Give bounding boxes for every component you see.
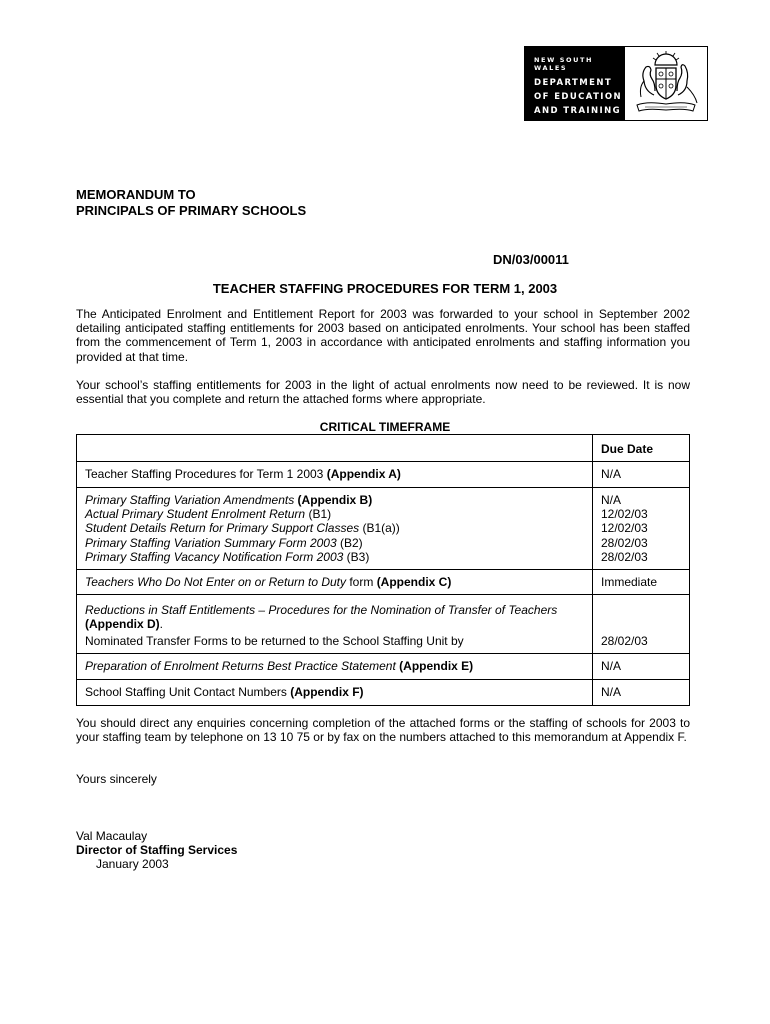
row5-title: Preparation of Enrolment Returns Best Practice Statement — [85, 659, 396, 674]
table-row — [77, 488, 690, 570]
row2-line2-title: Actual Primary Student Enrolment Return — [85, 507, 306, 522]
row4-instruction: Nominated Transfer Forms to be returned to the School Staffing Unit by — [85, 633, 464, 648]
paragraph-intro: The Anticipated Enrolment and Entitlement Report for 2003 was forwarded to your school in September 2002 detailing anticipated staffing entitlements for 2003 based on anticipated enrolments. Your school has been staffed from the commencement of Term 1, 2003 in accordance with anticipated enrolments and staffing information you provided at that time. — [76, 307, 690, 364]
row5-appendix: (Appendix E) — [395, 659, 474, 674]
row3-text: form — [346, 575, 377, 590]
row1-description — [77, 462, 593, 488]
row6-appendix: (Appendix F) — [290, 685, 364, 700]
logo-line-2: DEPARTMENT — [534, 78, 613, 88]
row2-date-1: N/A — [601, 493, 622, 507]
row3-description — [77, 570, 593, 595]
row2-line2-code: (B1) — [305, 507, 332, 522]
row4-appendix: (Appendix D) — [85, 617, 160, 632]
table-row — [77, 595, 690, 654]
row3-appendix: (Appendix C) — [376, 575, 452, 590]
row2-date-5: 28/02/03 — [601, 549, 648, 564]
memo-addressee — [76, 187, 306, 219]
row6-description — [77, 679, 593, 705]
row2-line1-title: Primary Staffing Variation Amendments — [85, 493, 298, 507]
paragraph-enquiries: You should direct any enquiries concerning completion of the attached forms or the staffing of schools for 2003 to your staffing team by telephone on 13 10 75 or by fax on the numbers attached to this memorandum at Appendix F. — [76, 716, 690, 745]
logo-line-4: AND TRAINING — [534, 106, 621, 116]
row2-date-2: 12/02/03 — [601, 507, 648, 522]
row2-date-3: 12/02/03 — [601, 521, 648, 536]
row2-line4-title: Primary Staffing Variation Summary Form 2003 — [85, 535, 337, 550]
memo-subject: TEACHER STAFFING PROCEDURES FOR TERM 1, 2003 — [212, 281, 558, 296]
table-title: CRITICAL TIMEFRAME — [319, 420, 451, 434]
row2-line1-appendix: (Appendix B) — [297, 493, 373, 507]
row2-date-4: 28/02/03 — [601, 535, 648, 550]
row2-description — [77, 488, 593, 570]
row4-date: 28/02/03 — [593, 595, 690, 654]
logo-line-1: NEW SOUTH WALES — [534, 56, 594, 72]
row2-line5-title: Primary Staffing Vacancy Notification Form 2003 — [85, 549, 344, 564]
table-header-row — [77, 435, 690, 462]
row1-text: Teacher Staffing Procedures for Term 1 2003 — [85, 467, 327, 482]
row5-date: N/A — [593, 653, 690, 679]
signatory-title: Director of Staffing Services — [76, 843, 238, 858]
table-row — [77, 462, 690, 488]
paragraph-review: Your school’s staffing entitlements for 2003 in the light of actual enrolments now need to be reviewed. It is now essential that you complete and return the attached forms where appropriate. — [76, 378, 690, 407]
table-header-blank — [77, 435, 593, 462]
logo-wordmark — [525, 47, 625, 120]
row4-description — [77, 595, 593, 654]
row1-date: N/A — [593, 462, 690, 488]
row1-appendix: (Appendix A) — [326, 467, 401, 482]
salutation: Yours sincerely — [76, 772, 157, 786]
critical-timeframe-table — [76, 434, 690, 706]
due-date-header: Due Date — [593, 435, 690, 462]
row6-date: N/A — [593, 679, 690, 705]
signatory-name: Val Macaulay — [76, 829, 148, 843]
row2-dates — [593, 488, 690, 570]
logo-line-3: OF EDUCATION — [534, 92, 623, 102]
signature-block — [76, 829, 237, 872]
memo-reference-number: DN/03/00011 — [493, 252, 569, 267]
coat-of-arms-icon — [625, 47, 707, 120]
table-row — [77, 570, 690, 595]
memo-heading-line-2: PRINCIPALS OF PRIMARY SCHOOLS — [76, 203, 307, 218]
row2-line3-title: Student Details Return for Primary Support Classes — [85, 521, 360, 536]
row3-title: Teachers Who Do Not Enter on or Return to Duty — [85, 575, 347, 590]
row6-text: School Staffing Unit Contact Numbers — [85, 685, 291, 700]
row5-description — [77, 653, 593, 679]
row2-line5-code: (B3) — [343, 549, 370, 564]
table-row — [77, 679, 690, 705]
row2-line4-code: (B2) — [336, 535, 363, 550]
row4-period: . — [159, 617, 164, 632]
table-row — [77, 653, 690, 679]
row3-date: Immediate — [593, 570, 690, 595]
memo-date: January 2003 — [96, 857, 169, 872]
row4-title: Reductions in Staff Entitlements – Procedures for the Nomination of Transfer of Teachers — [85, 603, 558, 618]
row2-line3-code: (B1(a)) — [359, 521, 400, 536]
department-logo — [524, 46, 708, 121]
memo-heading-line-1: MEMORANDUM TO — [76, 187, 196, 202]
